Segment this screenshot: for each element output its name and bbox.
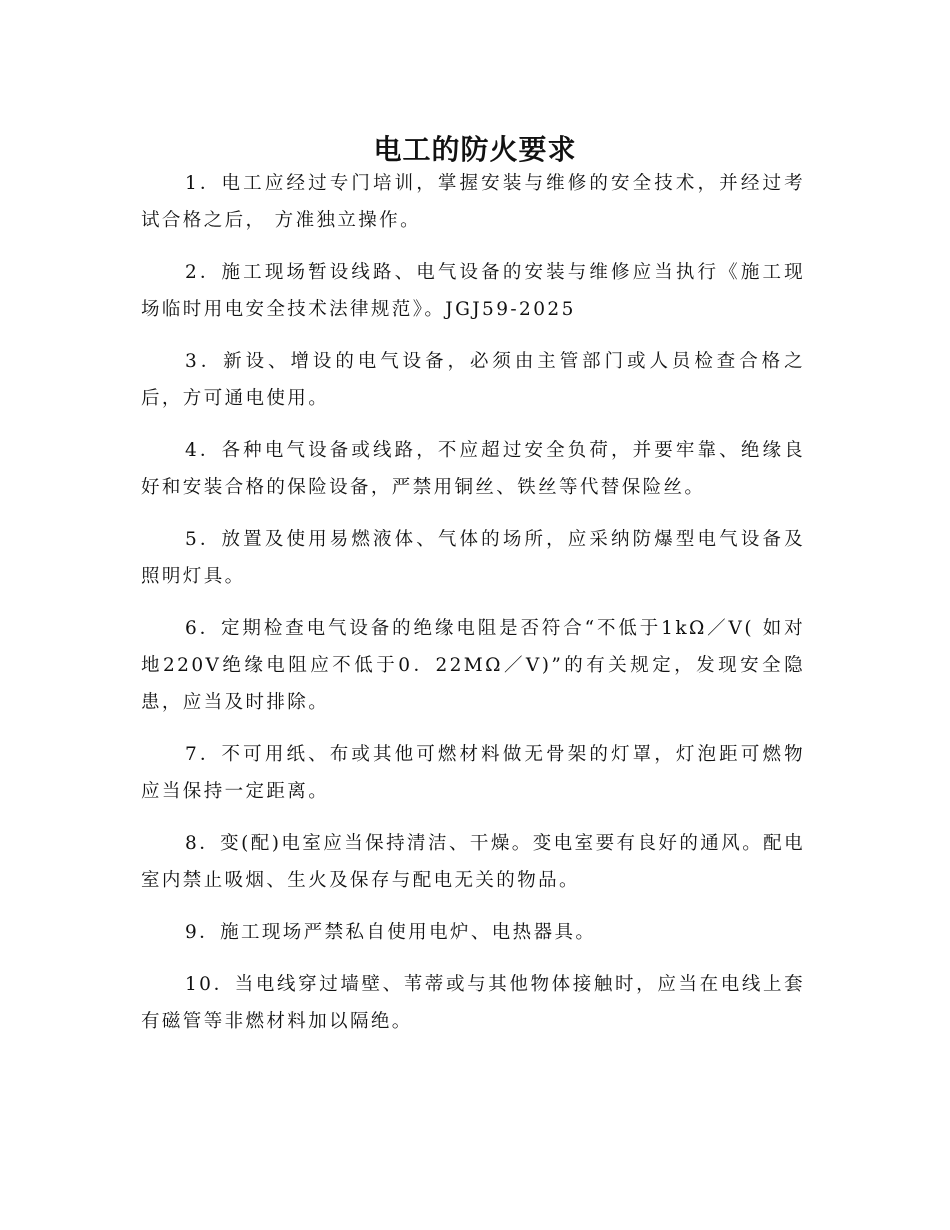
paragraph-5: 5．放置及使用易燃液体、气体的场所，应采纳防爆型电气设备及照明灯具。 <box>141 529 805 587</box>
document-body <box>141 165 805 1055</box>
paragraph-7: 7．不可用纸、布或其他可燃材料做无骨架的灯罩，灯泡距可燃物应当保持一定距离。 <box>141 744 805 802</box>
paragraph-2: 2．施工现场暂设线路、电气设备的安装与维修应当执行《施工现场临时用电安全技术法律规范》。JGJ59-2025 <box>141 262 805 320</box>
paragraph-3: 3．新设、增设的电气设备，必须由主管部门或人员检查合格之后，方可通电使用。 <box>141 351 805 409</box>
paragraph-4: 4．各种电气设备或线路，不应超过安全负荷，并要牢靠、绝缘良好和安装合格的保险设备，严禁用铜丝、铁丝等代替保险丝。 <box>141 440 805 498</box>
document-title: 电工的防火要求 <box>373 132 577 166</box>
paragraph-10: 10．当电线穿过墙壁、苇蒂或与其他物体接触时，应当在电线上套有磁管等非燃材料加以隔绝。 <box>141 974 805 1032</box>
paragraph-8: 8．变(配)电室应当保持清洁、干燥。变电室要有良好的通风。配电室内禁止吸烟、生火及保存与配电无关的物品。 <box>141 833 805 891</box>
paragraph-1: 1．电工应经过专门培训，掌握安装与维修的安全技术，并经过考试合格之后， 方准独立操作。 <box>141 173 805 231</box>
paragraph-9: 9．施工现场严禁私自使用电炉、电热器具。 <box>185 922 597 943</box>
paragraph-6: 6．定期检查电气设备的绝缘电阻是否符合“不低于1kΩ／V( 如对地220V绝缘电阻应不低于0．22MΩ／V)”的有关规定，发现安全隐患，应当及时排除。 <box>141 618 805 713</box>
